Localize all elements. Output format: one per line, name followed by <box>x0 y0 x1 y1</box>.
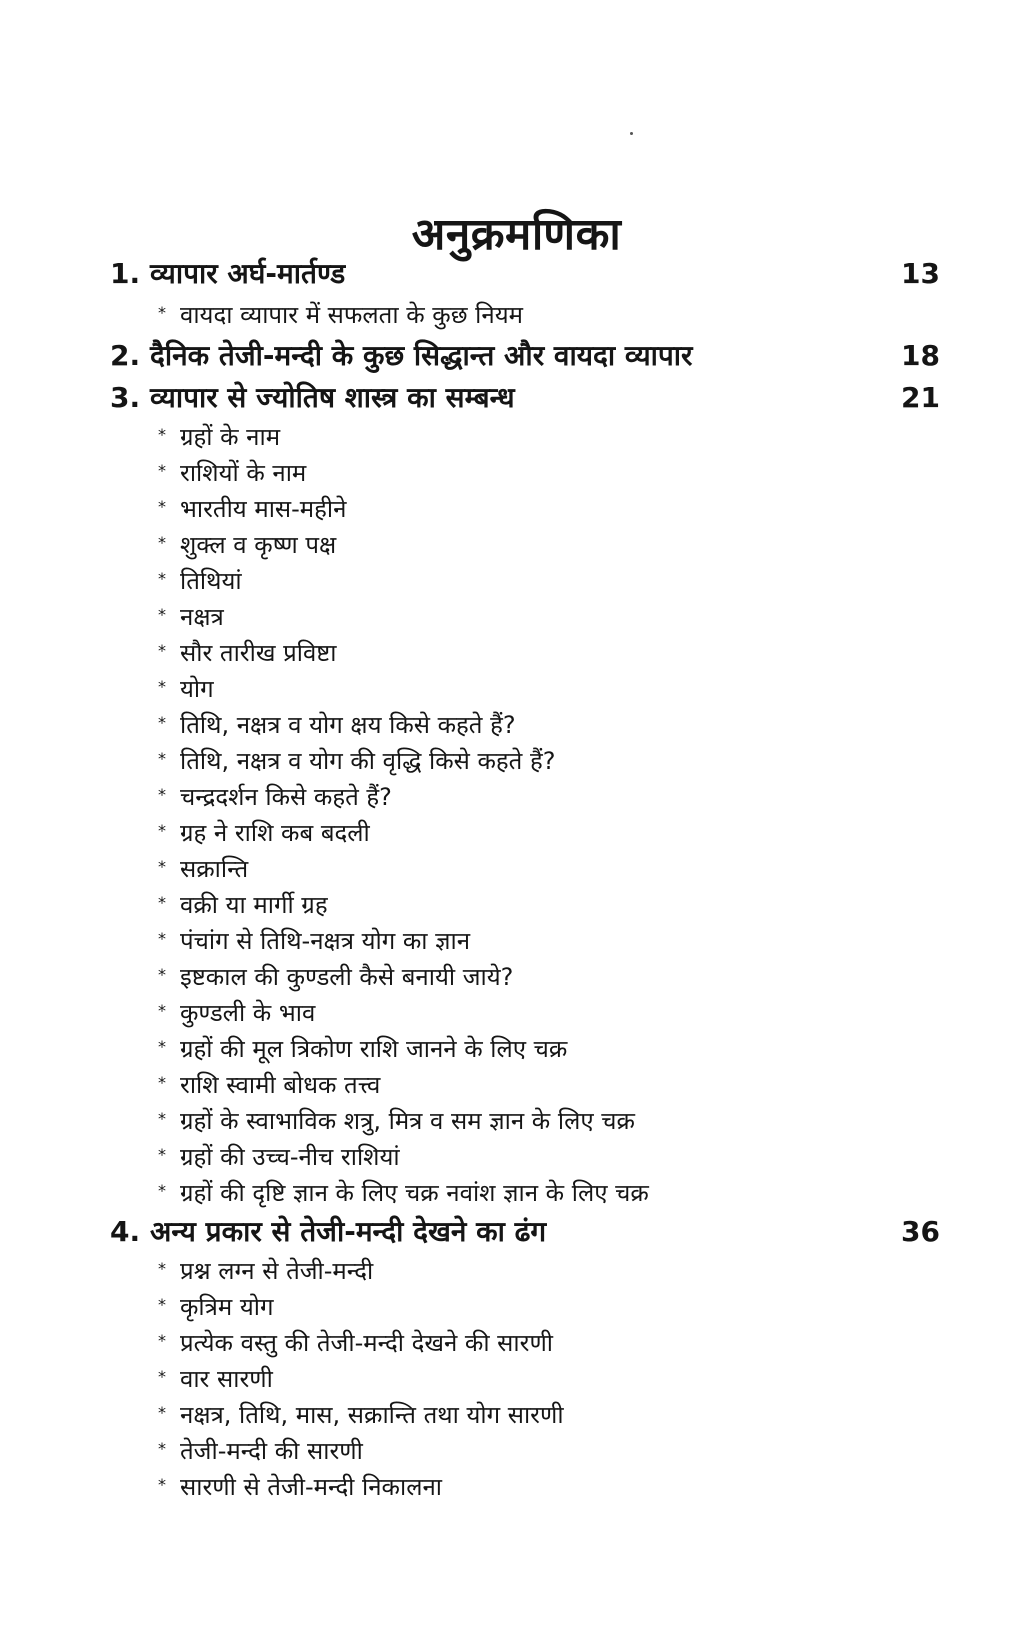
subtopic-item <box>158 958 940 994</box>
subtopic-list <box>110 294 940 334</box>
chapter-number: 3. <box>110 380 141 414</box>
subtopic-item <box>158 706 940 742</box>
bullet-star: * <box>158 676 166 696</box>
toc-chapter-1 <box>110 252 940 334</box>
subtopic-item <box>158 1360 940 1396</box>
subtopic-item <box>158 1432 940 1468</box>
chapter-heading <box>110 252 940 294</box>
subtopic-label: ग्रहों की मूल त्रिकोण राशि जानने के लिए चक्र <box>180 1034 568 1063</box>
chapter-page-number: 13 <box>901 256 940 290</box>
chapter-page-number: 21 <box>901 380 940 414</box>
subtopic-label: वार सारणी <box>180 1364 273 1393</box>
subtopic-item <box>158 1030 940 1066</box>
subtopic-item <box>158 886 940 922</box>
subtopic-label: ग्रहों के नाम <box>180 422 281 451</box>
subtopic-label: राशियों के नाम <box>180 458 307 487</box>
subtopic-label: नक्षत्र, तिथि, मास, सक्रान्ति तथा योग सारणी <box>180 1400 564 1429</box>
chapter-number: 4. <box>110 1214 141 1248</box>
bullet-star: * <box>158 1036 166 1056</box>
subtopic-label: चन्द्रदर्शन किसे कहते हैं? <box>180 782 392 811</box>
subtopic-label: तिथि, नक्षत्र व योग की वृद्धि किसे कहते हैं? <box>180 746 556 775</box>
subtopic-list <box>110 418 940 1210</box>
bullet-star: * <box>158 1294 166 1314</box>
subtopic-item <box>158 922 940 958</box>
subtopic-label: इष्टकाल की कुण्डली कैसे बनायी जाये? <box>180 962 514 991</box>
ink-speck <box>630 132 633 135</box>
subtopic-label: ग्रहों की उच्च-नीच राशियां <box>180 1142 400 1171</box>
bullet-star: * <box>158 1402 166 1422</box>
subtopic-label: सारणी से तेजी-मन्दी निकालना <box>180 1472 443 1501</box>
subtopic-item <box>158 994 940 1030</box>
subtopic-label: कृत्रिम योग <box>180 1292 274 1321</box>
subtopic-label: योग <box>180 674 214 703</box>
bullet-star: * <box>158 496 166 516</box>
bullet-star: * <box>158 1438 166 1458</box>
bullet-star: * <box>158 1108 166 1128</box>
subtopic-item <box>158 1396 940 1432</box>
bullet-star: * <box>158 1366 166 1386</box>
bullet-star: * <box>158 1144 166 1164</box>
bullet-star: * <box>158 604 166 624</box>
bullet-star: * <box>158 1072 166 1092</box>
table-of-contents <box>110 252 940 1504</box>
toc-chapter-3 <box>110 376 940 1210</box>
subtopic-label: वक्री या मार्गी ग्रह <box>180 890 328 919</box>
bullet-star: * <box>158 856 166 876</box>
subtopic-item <box>158 634 940 670</box>
bullet-star: * <box>158 964 166 984</box>
bullet-star: * <box>158 748 166 768</box>
subtopic-item <box>158 294 940 334</box>
subtopic-label: प्रत्येक वस्तु की तेजी-मन्दी देखने की सारणी <box>180 1328 554 1357</box>
subtopic-item <box>158 1288 940 1324</box>
subtopic-item <box>158 1102 940 1138</box>
subtopic-label: ग्रह ने राशि कब बदली <box>180 818 370 847</box>
subtopic-item <box>158 1138 940 1174</box>
chapter-title: दैनिक तेजी-मन्दी के कुछ सिद्धान्त और वायदा व्यापार <box>150 339 693 372</box>
subtopic-item <box>158 1324 940 1360</box>
chapter-heading <box>110 376 940 418</box>
subtopic-item <box>158 1066 940 1102</box>
bullet-star: * <box>158 1330 166 1350</box>
chapter-title: अन्य प्रकार से तेजी-मन्दी देखने का ढंग <box>150 1215 547 1248</box>
subtopic-item <box>158 1252 940 1288</box>
subtopic-label: प्रश्न लग्न से तेजी-मन्दी <box>180 1256 374 1285</box>
subtopic-label: भारतीय मास-महीने <box>180 494 347 523</box>
chapter-heading <box>110 1210 940 1252</box>
subtopic-item <box>158 562 940 598</box>
bullet-star: * <box>158 568 166 588</box>
subtopic-item <box>158 850 940 886</box>
chapter-page-number: 18 <box>901 338 940 372</box>
bullet-star: * <box>158 820 166 840</box>
bullet-star: * <box>158 928 166 948</box>
bullet-star: * <box>158 532 166 552</box>
subtopic-item <box>158 598 940 634</box>
chapter-title: व्यापार अर्घ-मार्तण्ड <box>150 257 346 290</box>
chapter-page-number: 36 <box>901 1214 940 1248</box>
subtopic-label: ग्रहों के स्वाभाविक शत्रु, मित्र व सम ज्ञान के लिए चक्र <box>180 1106 635 1135</box>
bullet-star: * <box>158 1474 166 1494</box>
subtopic-item <box>158 1468 940 1504</box>
chapter-number: 2. <box>110 338 141 372</box>
subtopic-item <box>158 526 940 562</box>
bullet-star: * <box>158 712 166 732</box>
subtopic-label: वायदा व्यापार में सफलता के कुछ नियम <box>180 300 523 329</box>
subtopic-label: पंचांग से तिथि-नक्षत्र योग का ज्ञान <box>180 926 471 955</box>
subtopic-item <box>158 670 940 706</box>
bullet-star: * <box>158 892 166 912</box>
subtopic-label: तेजी-मन्दी की सारणी <box>180 1436 363 1465</box>
page-title: अनुक्रमणिका <box>411 209 622 261</box>
subtopic-item <box>158 814 940 850</box>
subtopic-label: शुक्ल व कृष्ण पक्ष <box>180 530 337 559</box>
subtopic-item <box>158 778 940 814</box>
subtopic-label: तिथि, नक्षत्र व योग क्षय किसे कहते हैं? <box>180 710 516 739</box>
subtopic-item <box>158 1174 940 1210</box>
subtopic-item <box>158 742 940 778</box>
bullet-star: * <box>158 640 166 660</box>
subtopic-label: नक्षत्र <box>180 602 224 631</box>
chapter-title: व्यापार से ज्योतिष शास्त्र का सम्बन्ध <box>150 381 515 414</box>
subtopic-label: तिथियां <box>180 566 242 595</box>
toc-chapter-4 <box>110 1210 940 1504</box>
subtopic-label: कुण्डली के भाव <box>180 998 316 1027</box>
subtopic-label: सौर तारीख प्रविष्टा <box>180 638 337 667</box>
bullet-star: * <box>158 1180 166 1200</box>
bullet-star: * <box>158 460 166 480</box>
subtopic-label: राशि स्वामी बोधक तत्त्व <box>180 1070 381 1099</box>
subtopic-item <box>158 490 940 526</box>
chapter-heading <box>110 334 940 376</box>
bullet-star: * <box>158 424 166 444</box>
toc-chapter-2 <box>110 334 940 376</box>
subtopic-label: ग्रहों की दृष्टि ज्ञान के लिए चक्र नवांश ज्ञान के लिए चक्र <box>180 1178 649 1207</box>
subtopic-item <box>158 454 940 490</box>
bullet-star: * <box>158 302 166 322</box>
chapter-number: 1. <box>110 256 141 290</box>
subtopic-item <box>158 418 940 454</box>
subtopic-label: सक्रान्ति <box>180 854 249 883</box>
bullet-star: * <box>158 1000 166 1020</box>
bullet-star: * <box>158 784 166 804</box>
subtopic-list <box>110 1252 940 1504</box>
bullet-star: * <box>158 1258 166 1278</box>
